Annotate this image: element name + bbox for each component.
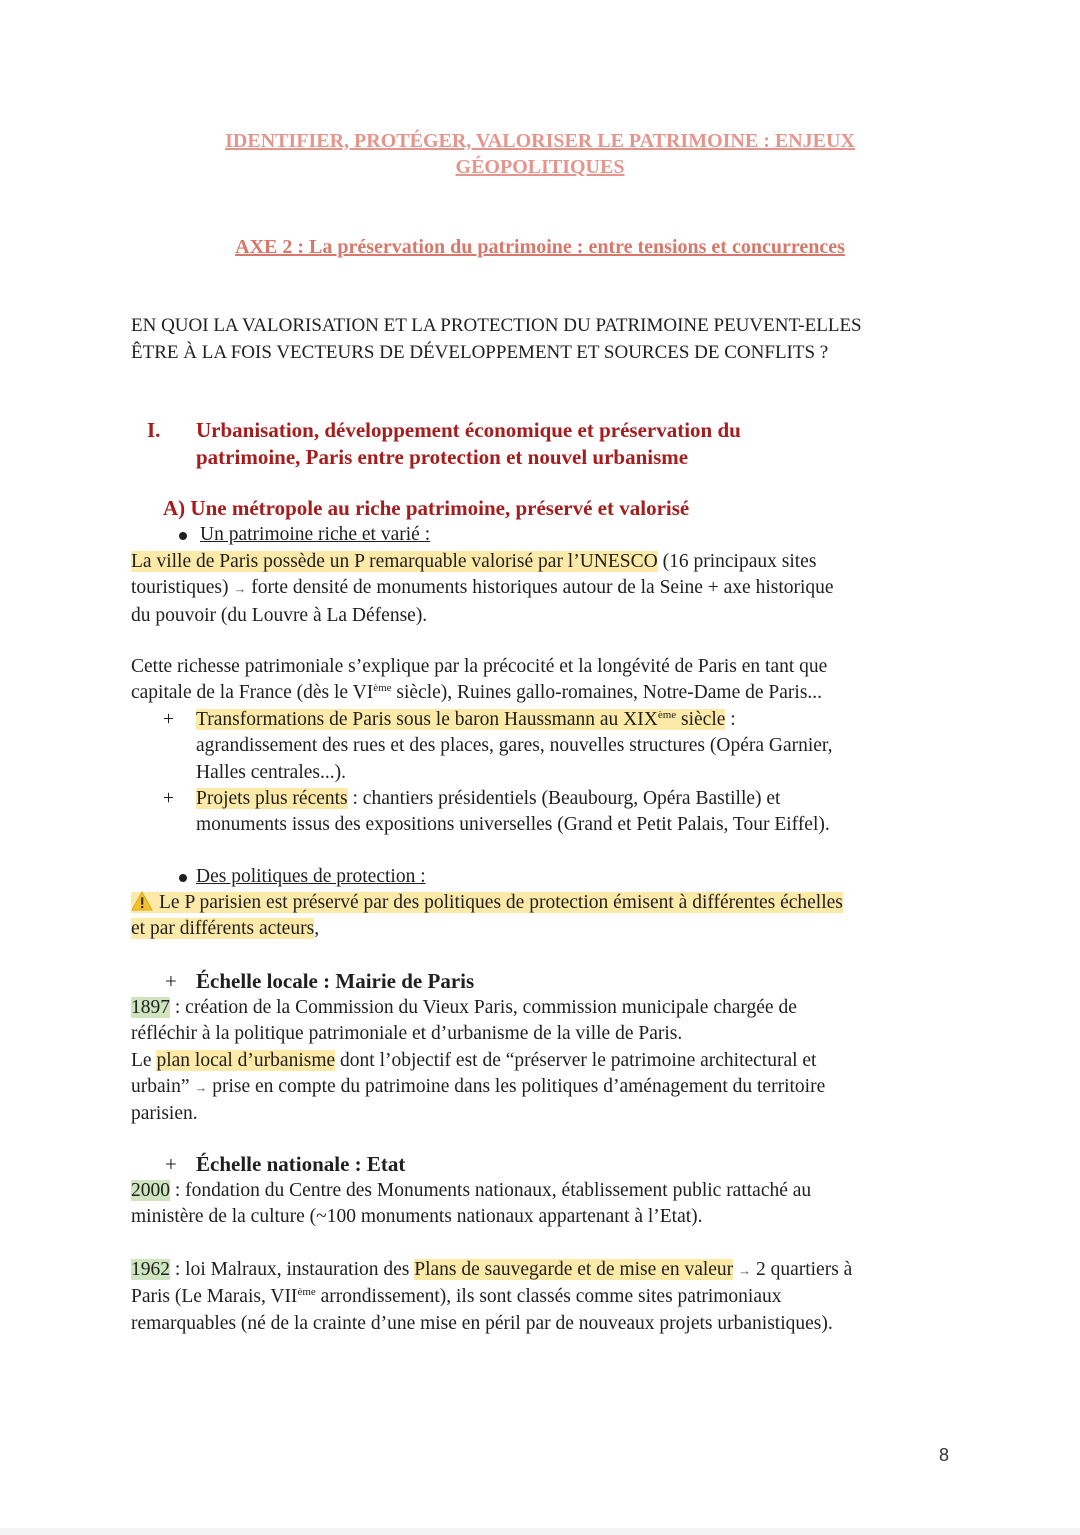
text: siècle (676, 709, 726, 730)
axe-heading: AXE 2 : La préservation du patrimoine : entre tensions et concurrences (235, 236, 845, 258)
year-highlight: 1897 (131, 997, 170, 1018)
question-line-2: ÊTRE À LA FOIS VECTEURS DE DÉVELOPPEMENT ET SOURCES DE CONFLITS ? (131, 342, 829, 363)
section-title-line-1: Urbanisation, développement économique et préservation du (196, 418, 741, 442)
text: urbain” (131, 1075, 195, 1097)
plus-marker: + (165, 969, 177, 993)
highlight: La ville de Paris possède un P remarquable valorisé par l’UNESCO (131, 551, 658, 572)
paragraph (131, 1257, 971, 1337)
bullet-label: Un patrimoine riche et varié : (200, 524, 431, 545)
warning-icon (131, 891, 153, 911)
highlight: Plans de sauvegarde et de mise en valeur (414, 1259, 734, 1280)
text: : chantiers présidentiels (Beaubourg, Opéra Bastille) et (347, 788, 781, 809)
arrow-icon: → (233, 581, 247, 597)
scale-title: Échelle nationale : Etat (196, 1152, 406, 1176)
bullet-label: Des politiques de protection : (196, 866, 426, 887)
text: forte densité de monuments historiques autour de la Seine + axe historique (246, 577, 834, 599)
highlight (196, 709, 725, 730)
paragraph (131, 995, 961, 1127)
superscript: ème (657, 709, 677, 721)
text: remarquables (né de la crainte d’une mise en péril par de nouveaux projets urbanistiques). (131, 1312, 833, 1334)
text: monuments issus des expositions universelles (Grand et Petit Palais, Tour Eiffel). (196, 814, 830, 836)
text: parisien. (131, 1103, 198, 1125)
text: agrandissement des rues et des places, gares, nouvelles structures (Opéra Garnier, (196, 735, 833, 757)
text: dont l’objectif est de “préserver le patrimoine architectural et (335, 1049, 817, 1071)
superscript: ème (297, 1286, 316, 1299)
superscript: ème (373, 682, 392, 695)
text: : création de la Commission du Vieux Paris, commission municipale chargée de (170, 997, 797, 1018)
text: Cette richesse patrimoniale s’explique par la précocité et la longévité de Paris en tant que (131, 656, 828, 677)
text: arrondissement), ils sont classés comme sites patrimoniaux (315, 1286, 782, 1308)
text: , (314, 918, 320, 940)
text: réfléchir à la politique patrimoniale et d’urbanisme de la ville de Paris. (131, 1023, 683, 1045)
bullet-dot-icon (179, 874, 187, 882)
document-title (130, 128, 950, 180)
plus-marker: + (163, 709, 174, 730)
text: Le P parisien est préservé par des politiques de protection émisent à différentes échelles (159, 892, 843, 913)
text: Halles centrales...). (196, 761, 346, 783)
paragraph (131, 1178, 961, 1231)
subsection-heading: A) Une métropole au riche patrimoine, préservé et valorisé (163, 496, 690, 520)
section-title-line-2: patrimoine, Paris entre protection et nouvel urbanisme (196, 445, 689, 469)
scale-title: Échelle locale : Mairie de Paris (196, 969, 475, 993)
text: : (725, 709, 736, 730)
text: : loi Malraux, instauration des (170, 1259, 415, 1280)
text: : fondation du Centre des Monuments nationaux, établissement public rattaché au (170, 1180, 812, 1201)
plus-marker: + (163, 788, 174, 809)
problem-question (131, 312, 961, 366)
warning-paragraph (131, 890, 961, 943)
text: siècle), Ruines gallo-romaines, Notre-Dame de Paris... (391, 682, 823, 704)
highlight: et par différents acteurs (131, 918, 315, 940)
text: du pouvoir (du Louvre à La Défense). (131, 604, 428, 626)
text: prise en compte du patrimoine dans les politiques d’aménagement du territoire (207, 1075, 826, 1097)
plus-marker: + (165, 1152, 177, 1176)
text: 2 quartiers à (751, 1259, 853, 1280)
year-highlight: 2000 (131, 1180, 170, 1201)
paragraph (131, 654, 961, 707)
text: Paris (Le Marais, VII (131, 1286, 298, 1308)
page-number: 8 (939, 1445, 950, 1465)
section-number: I. (147, 418, 161, 442)
bullet-dot-icon (179, 532, 187, 540)
question-line-1: EN QUOI LA VALORISATION ET LA PROTECTION DU PATRIMOINE PEUVENT-ELLES (131, 315, 862, 336)
arrow-icon: → (194, 1079, 208, 1095)
arrow-icon: → (738, 1263, 752, 1278)
title-line-2: GÉOPOLITIQUES (455, 156, 625, 178)
text: ministère de la culture (~100 monuments nationaux appartenant à l’Etat). (131, 1206, 703, 1228)
section-title (196, 417, 896, 471)
page-bottom-edge (0, 1528, 1080, 1535)
year-highlight: 1962 (131, 1259, 170, 1280)
title-line-1: IDENTIFIER, PROTÉGER, VALORISER LE PATRIMOINE : ENJEUX (225, 130, 855, 152)
text: (16 principaux sites (657, 551, 817, 572)
plus-item-text (196, 786, 936, 839)
text: capitale de la France (dès le VI (131, 682, 374, 704)
text: touristiques) (131, 577, 234, 599)
highlight: plan local d’urbanisme (156, 1049, 336, 1071)
highlight: Projets plus récents (196, 788, 348, 809)
paragraph (131, 549, 961, 629)
text: Transformations de Paris sous le baron Haussmann au XIX (196, 709, 658, 730)
plus-item-text (196, 707, 936, 786)
highlight (131, 892, 843, 913)
text: Le (131, 1049, 157, 1071)
